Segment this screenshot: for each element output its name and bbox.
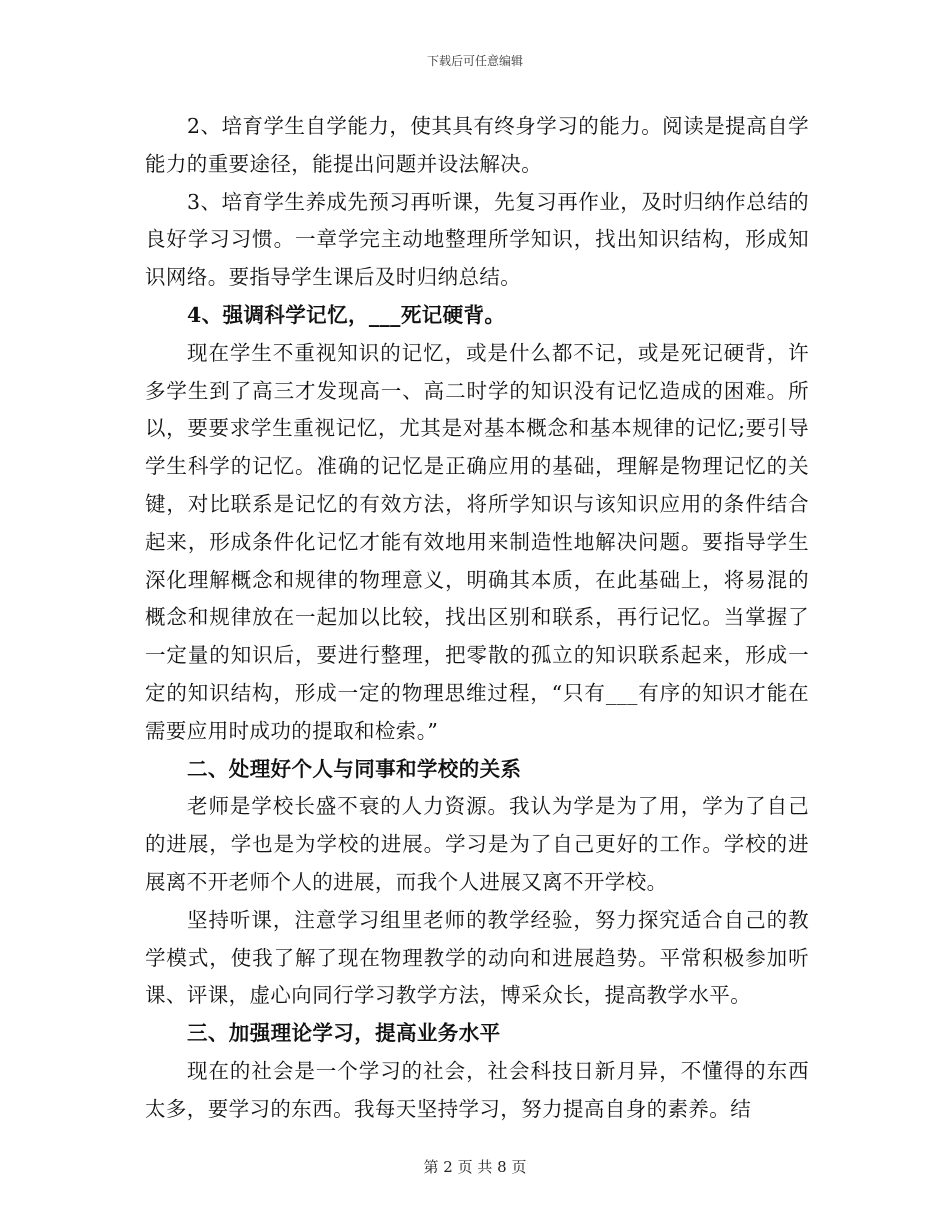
document-body: [145, 108, 809, 1129]
heading-scientific-memory: 4、强调科学记忆，___死记硬背。: [187, 302, 506, 327]
paragraph-study-habits: 3、培育学生养成先预习再听课，先复习再作业，及时归纳作总结的良好学习习惯。一章学完主动地整理所学知识，找出知识结构，形成知识网络。要指导学生课后及时归纳总结。: [145, 189, 809, 290]
paragraph-teachers: 老师是学校长盛不衰的人力资源。我认为学是为了用，学为了自己的进展，学也是为学校的进展。学习是为了自己更好的工作。学校的进展离不开老师个人的进展，而我个人进展又离不开学校。: [145, 794, 809, 894]
section-heading-relationships: 二、处理好个人与同事和学校的关系: [187, 756, 522, 781]
paragraph-self-study: 2、培育学生自学能力，使其具有终身学习的能力。阅读是提高自学能力的重要途径，能提出问题并设法解决。: [145, 114, 809, 176]
paragraph-lesson-observation: 坚持听课，注意学习组里老师的教学经验，努力探究适合自己的教学模式，使我了解了现在物理教学的动向和进展趋势。平常积极参加听课、评课，虚心向同行学习教学方法，博采众长，提高教学水平。: [145, 907, 809, 1008]
page-footer: 第 2 页 共 8 页: [423, 1158, 527, 1176]
paragraph-learning-society: 现在的社会是一个学习的社会，社会科技日新月异，不懂得的东西太多，要学习的东西。我每天坚持学习，努力提高自身的素养。结: [145, 1058, 809, 1121]
paragraph-memory: 现在学生不重视知识的记忆，或是什么都不记，或是死记硬背，许多学生到了高三才发现高一、高二时学的知识没有记忆造成的困难。所以，要要求学生重视记忆，尤其是对基本概念和基本规律的记忆;要引导学生科学的记忆。准确的记忆是正确应用的基础，理解是物理记忆的关键，对比联系是记忆的有效方法，将所学知识与该知识应用的条件结合起来，形成条件化记忆才能有效地用来制造性地解决问题。要指导学生深化理解概念和规律的物理意义，明确其本质，在此基础上，将易混的概念和规律放在一起加以比较，找出区别和联系，再行记忆。当掌握了一定量的知识后，要进行整理，把零散的孤立的知识联系起来，形成一定的知识结构，形成一定的物理思维过程，“只有___有序的知识才能在需要应用时成功的提取和检索。”: [145, 340, 809, 743]
page-header: 下载后可任意编辑: [426, 54, 523, 68]
section-heading-theory-study: 三、加强理论学习，提高业务水平: [187, 1021, 501, 1046]
